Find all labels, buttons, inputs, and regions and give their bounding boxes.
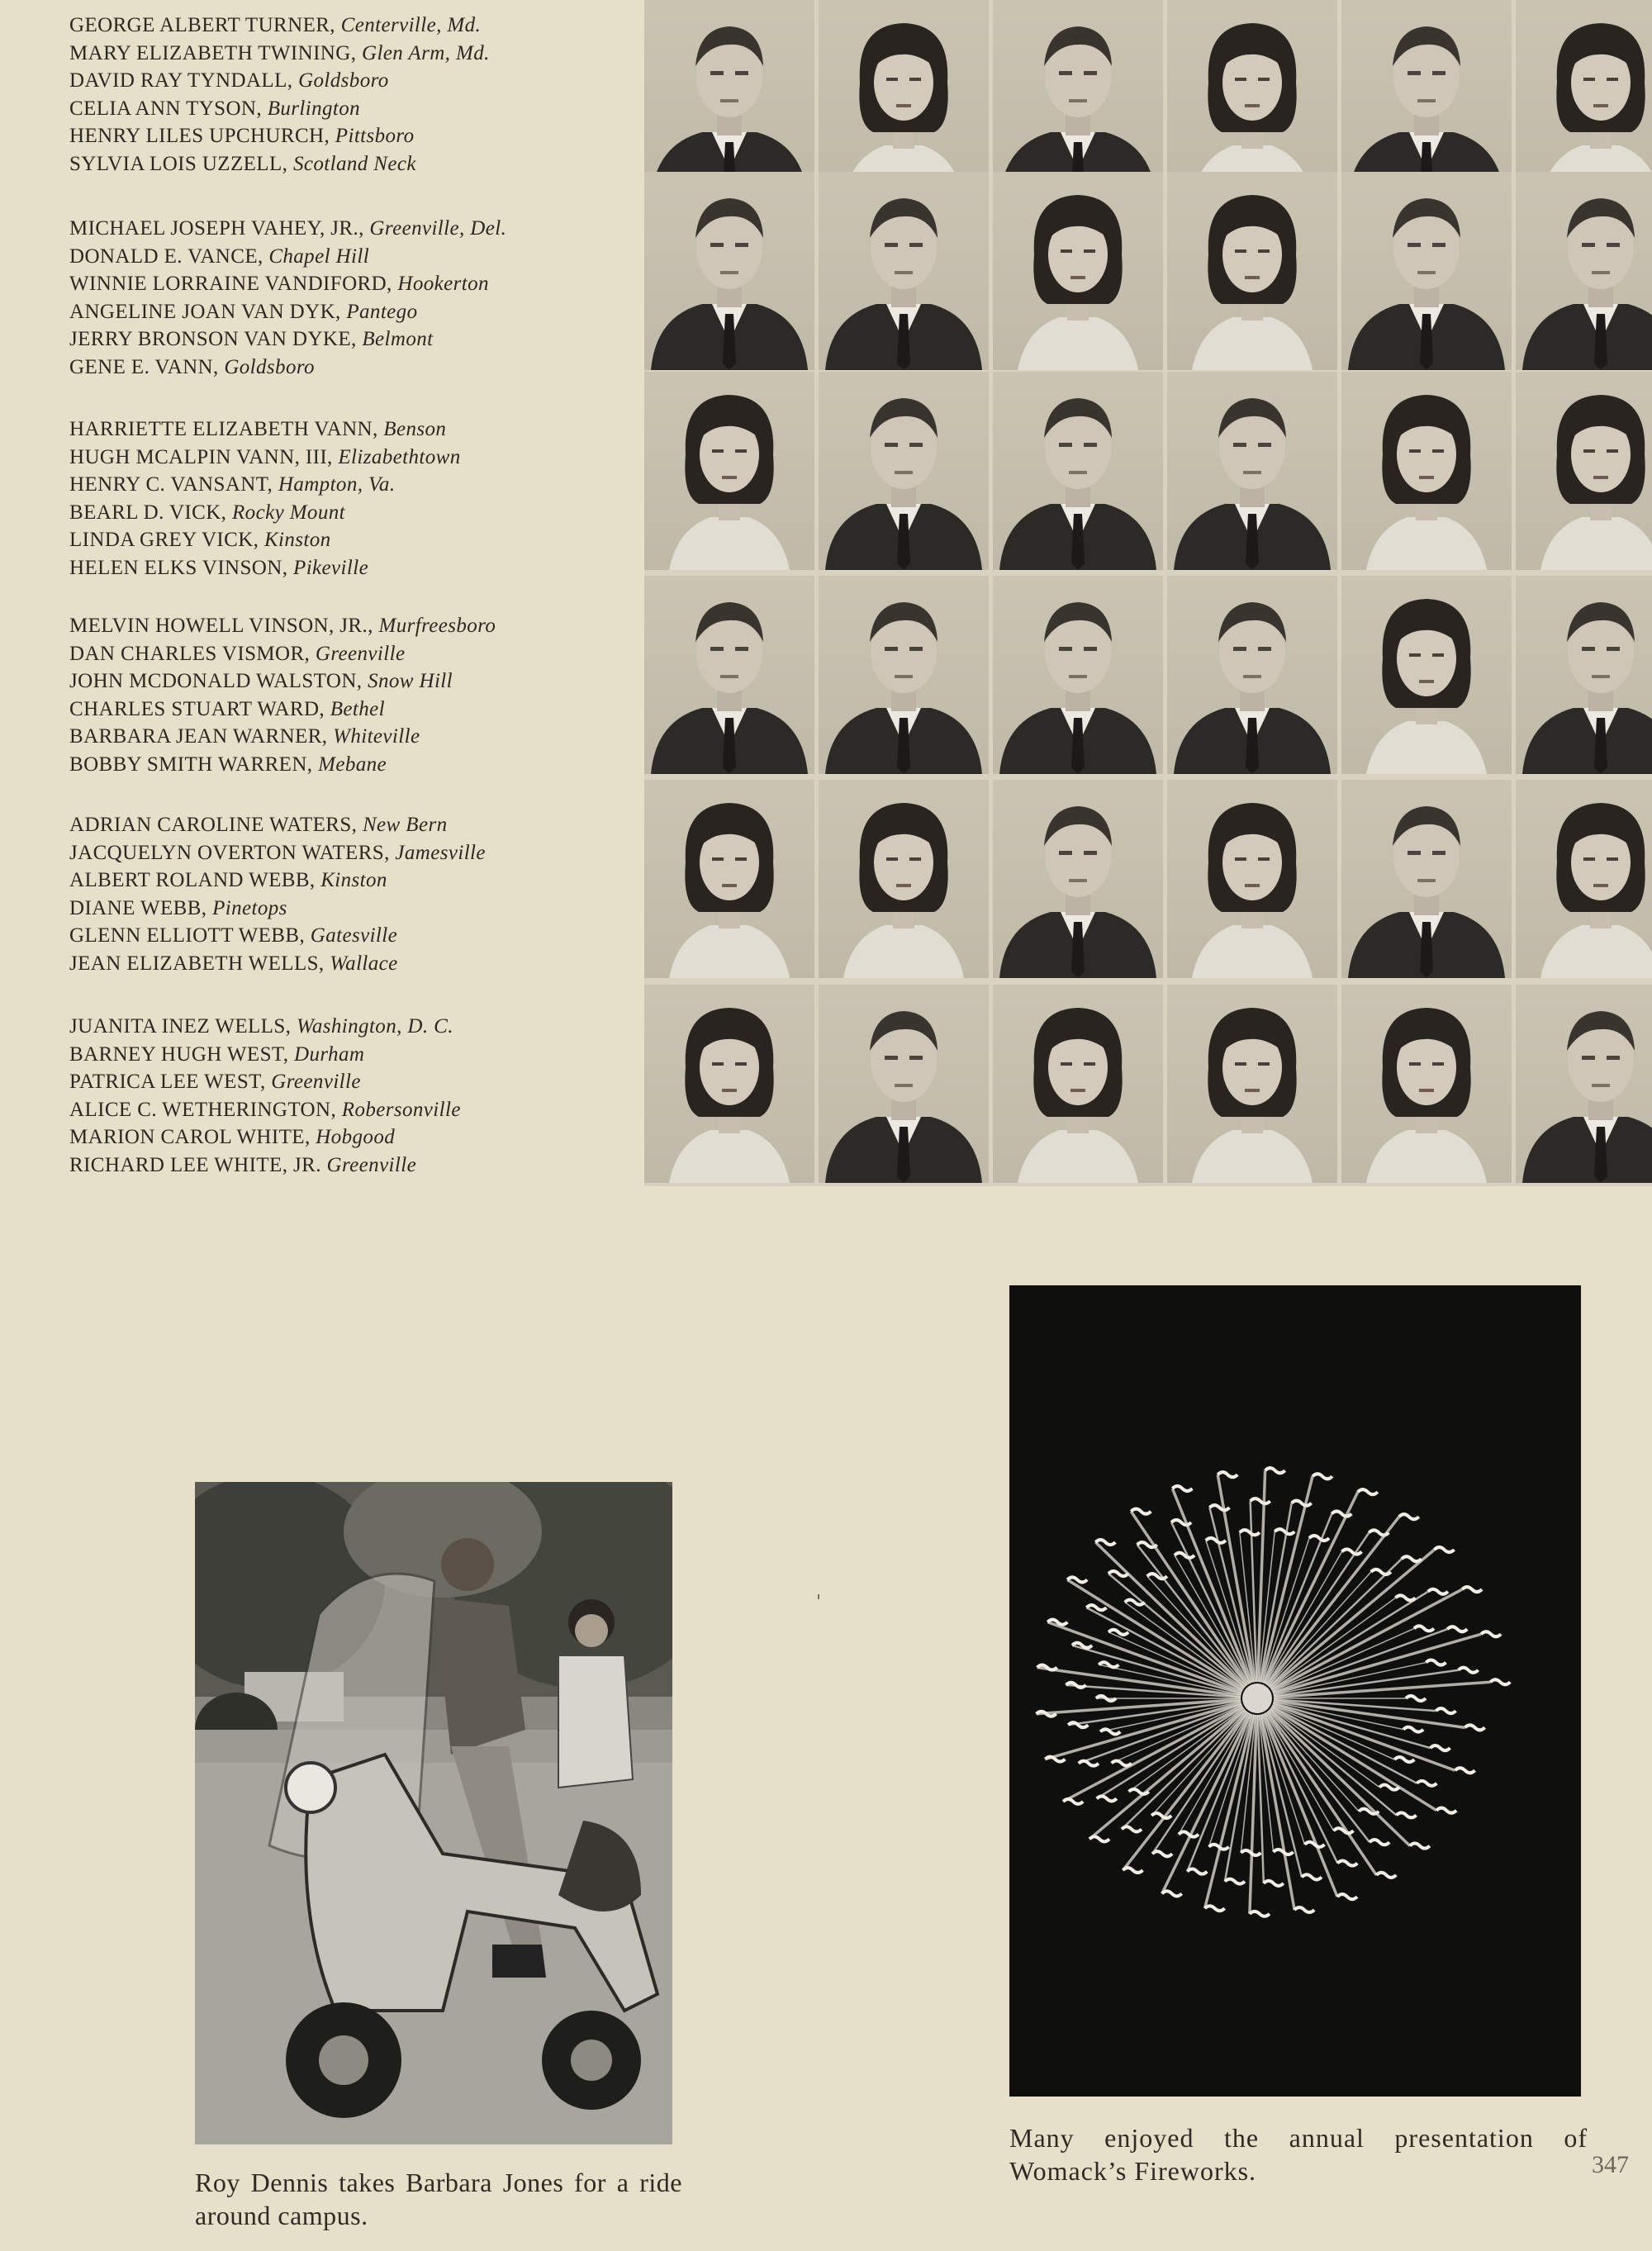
student-hometown: Centerville, Md. [340, 14, 482, 36]
student-portrait [644, 780, 814, 978]
student-hometown: Elizabethtown [338, 445, 461, 468]
student-hometown: Glen Arm, Md. [362, 41, 490, 64]
student-portrait [1341, 372, 1512, 570]
student-portrait [993, 985, 1163, 1183]
student-hometown: Greenville [326, 1153, 417, 1176]
student-name: ALICE C. WETHERINGTON, [69, 1098, 337, 1121]
firework-core [1242, 1684, 1272, 1713]
student-name: GEORGE ALBERT TURNER, [69, 14, 335, 36]
student-name: HELEN ELKS VINSON, [69, 556, 288, 579]
student-name: ALBERT ROLAND WEBB, [69, 869, 316, 891]
student-entry [69, 554, 461, 582]
student-entry [69, 1096, 461, 1124]
student-portrait [1167, 576, 1337, 774]
student-hometown: Mebane [318, 753, 387, 776]
student-name: MELVIN HOWELL VINSON, JR., [69, 615, 373, 637]
student-name: PATRICA LEE WEST, [69, 1071, 266, 1093]
student-name: JACQUELYN OVERTON WATERS, [69, 841, 390, 864]
student-entry [69, 1013, 461, 1041]
student-hometown: Pikeville [293, 556, 369, 579]
student-name: BARNEY HUGH WEST, [69, 1042, 289, 1066]
student-name: HENRY LILES UPCHURCH, [69, 125, 330, 147]
fireworks-photo [1009, 1285, 1581, 2097]
student-entry [69, 215, 506, 243]
student-name: RICHARD LEE WHITE, JR. [69, 1153, 321, 1176]
student-portrait [1516, 0, 1652, 198]
name-group [69, 416, 461, 582]
name-group [69, 612, 496, 778]
student-entry [69, 867, 486, 895]
student-name: ADRIAN CAROLINE WATERS, [69, 814, 358, 836]
student-hometown: Scotland Neck [292, 152, 416, 175]
student-portrait [819, 985, 989, 1183]
student-portrait [1516, 372, 1652, 570]
student-entry [69, 640, 496, 668]
student-name: DIANE WEBB, [69, 896, 207, 919]
name-group [69, 1013, 461, 1179]
student-entry [69, 243, 506, 271]
student-portrait [644, 0, 814, 198]
student-portrait [993, 172, 1163, 370]
student-portrait [1167, 0, 1337, 198]
student-portrait [644, 985, 814, 1183]
student-entry [69, 471, 461, 499]
student-entry [69, 416, 461, 444]
student-hometown: Burlington [267, 97, 361, 120]
student-hometown: Durham [294, 1042, 365, 1066]
student-hometown: Whiteville [333, 725, 420, 748]
student-hometown: Hobgood [316, 1126, 396, 1148]
student-hometown: Kinston [263, 529, 331, 551]
student-entry [69, 1041, 461, 1069]
student-entry [69, 444, 461, 472]
student-entry [69, 839, 486, 867]
student-name: MARION CAROL WHITE, [69, 1126, 311, 1148]
student-hometown: Robersonville [341, 1098, 461, 1121]
student-portrait [1341, 780, 1512, 978]
portrait-grid [644, 0, 1652, 1186]
student-hometown: Pittsboro [335, 125, 415, 147]
student-entry [69, 526, 461, 554]
student-name: JUANITA INEZ WELLS, [69, 1015, 292, 1038]
student-name: SYLVIA LOIS UZZELL, [69, 152, 288, 175]
student-portrait [819, 372, 989, 570]
student-name: CHARLES STUART WARD, [69, 697, 325, 720]
student-entry [69, 1152, 461, 1180]
student-hometown: Kinston [320, 869, 387, 891]
student-hometown: New Bern [362, 814, 448, 836]
student-name: MARY ELIZABETH TWINING, [69, 41, 357, 64]
student-name: BOBBY SMITH WARREN, [69, 753, 313, 776]
student-name: JOHN MCDONALD WALSTON, [69, 670, 363, 692]
student-name: HENRY C. VANSANT, [69, 473, 273, 496]
student-hometown: Hookerton [397, 273, 489, 295]
student-name: WINNIE LORRAINE VANDIFORD, [69, 273, 392, 295]
student-entry [69, 270, 506, 298]
student-entry [69, 354, 506, 382]
student-hometown: Wallace [330, 952, 398, 975]
student-entry [69, 751, 496, 779]
page-number: 347 [1592, 2151, 1629, 2178]
student-hometown: Greenville [271, 1071, 361, 1093]
student-portrait [1516, 576, 1652, 774]
student-entry [69, 811, 486, 839]
student-hometown: Pantego [346, 300, 418, 323]
student-entry [69, 95, 490, 123]
student-entry [69, 696, 496, 724]
student-name: GLENN ELLIOTT WEBB, [69, 924, 306, 947]
student-portrait [1341, 0, 1512, 198]
student-portrait [1167, 172, 1337, 370]
student-entry [69, 1068, 461, 1096]
fireworks-caption: Many enjoyed the annual presentation of Womack’s Fireworks. [1009, 2123, 1588, 2186]
student-hometown: Hampton, Va. [278, 473, 396, 496]
student-name: DONALD E. VANCE, [69, 245, 263, 268]
student-name: JERRY BRONSON VAN DYKE, [69, 328, 357, 350]
student-hometown: Snow Hill [368, 670, 453, 692]
student-portrait [993, 0, 1163, 198]
student-portrait [819, 0, 989, 198]
student-entry [69, 40, 490, 68]
student-portrait [644, 576, 814, 774]
student-hometown: Jamesville [395, 841, 486, 864]
student-hometown: Goldsboro [298, 69, 389, 92]
student-portrait [1341, 576, 1512, 774]
student-name: JEAN ELIZABETH WELLS, [69, 952, 325, 975]
student-hometown: Bethel [330, 697, 386, 720]
student-portrait [993, 372, 1163, 570]
student-entry [69, 1123, 461, 1152]
student-entry [69, 667, 496, 696]
student-name: DAVID RAY TYNDALL, [69, 69, 293, 92]
student-name: HUGH MCALPIN VANN, III, [69, 445, 333, 468]
student-hometown: Gatesville [310, 924, 398, 947]
name-group [69, 811, 486, 977]
student-entry [69, 612, 496, 640]
student-hometown: Greenville, Del. [369, 217, 507, 240]
student-hometown: Goldsboro [224, 355, 315, 378]
student-entry [69, 12, 490, 40]
student-name: ANGELINE JOAN VAN DYK, [69, 300, 341, 323]
student-portrait [1167, 780, 1337, 978]
student-name: BARBARA JEAN WARNER, [69, 725, 328, 748]
student-portrait [993, 576, 1163, 774]
student-hometown: Rocky Mount [232, 501, 345, 524]
student-name: GENE E. VANN, [69, 355, 219, 378]
student-name: CELIA ANN TYSON, [69, 97, 263, 120]
student-hometown: Washington, D. C. [296, 1015, 453, 1038]
student-hometown: Pinetops [212, 896, 287, 919]
student-portrait [1516, 985, 1652, 1183]
motorcycle-caption: Roy Dennis takes Barbara Jones for a ride around campus. [195, 2168, 682, 2230]
student-entry [69, 298, 506, 326]
student-portrait [644, 172, 814, 370]
student-entry [69, 122, 490, 150]
student-entry [69, 895, 486, 923]
student-name: HARRIETTE ELIZABETH VANN, [69, 418, 378, 440]
student-portrait [819, 172, 989, 370]
student-portrait [1167, 372, 1337, 570]
student-portrait [1516, 172, 1652, 370]
student-hometown: Belmont [362, 328, 434, 350]
student-portrait [993, 780, 1163, 978]
student-portrait [1516, 780, 1652, 978]
student-name: LINDA GREY VICK, [69, 529, 259, 551]
motorcycle-photo [195, 1482, 672, 2144]
student-entry [69, 67, 490, 95]
student-entry [69, 499, 461, 527]
student-entry [69, 325, 506, 354]
student-portrait [1341, 172, 1512, 370]
student-portrait [819, 780, 989, 978]
student-portrait [819, 576, 989, 774]
student-entry [69, 150, 490, 178]
student-entry [69, 922, 486, 950]
student-portrait [1167, 985, 1337, 1183]
student-entry [69, 950, 486, 978]
student-name: MICHAEL JOSEPH VAHEY, JR., [69, 217, 364, 240]
student-portrait [1341, 985, 1512, 1183]
student-hometown: Chapel Hill [268, 245, 370, 268]
student-name: BEARL D. VICK, [69, 501, 227, 524]
name-group [69, 12, 490, 178]
student-hometown: Benson [383, 418, 447, 440]
student-hometown: Murfreesboro [378, 615, 496, 637]
student-name: DAN CHARLES VISMOR, [69, 642, 311, 665]
student-hometown: Greenville [315, 642, 406, 665]
student-entry [69, 723, 496, 751]
student-portrait [644, 372, 814, 570]
name-group [69, 215, 506, 381]
stray-mark [818, 1594, 819, 1599]
